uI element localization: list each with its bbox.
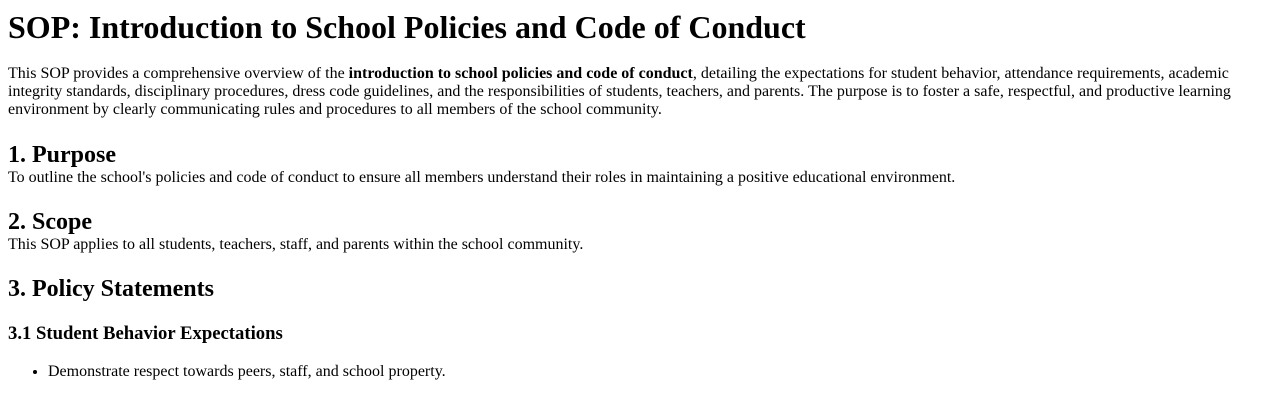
- student-behavior-list: [8, 363, 1255, 381]
- section-heading-scope: 2. Scope: [8, 209, 92, 235]
- intro-text-end: , detailing the expectations for student behavior, attendance requirements, academic integrity standards, disciplinary procedures, dress code guidelines, and the responsibilities of students, teachers, and parents. The purpose is to foster a safe, respectful, and productive learning environment by clearly communicating rules and procedures to all members of the school community.: [8, 65, 1231, 118]
- intro-text-start: This SOP provides a comprehensive overview of the: [8, 65, 349, 82]
- subsection-heading-student-behavior: 3.1 Student Behavior Expectations: [8, 323, 283, 344]
- list-item: • Demonstrate respect towards peers, staff, and school property.: [48, 363, 1255, 381]
- section-heading-policy-statements: 3. Policy Statements: [8, 276, 214, 302]
- section-text-purpose: To outline the school's policies and code of conduct to ensure all members understand their roles in maintaining a positive educational environment.: [8, 169, 956, 186]
- page-title: SOP: Introduction to School Policies and Code of Conduct: [8, 9, 806, 45]
- intro-paragraph: [8, 65, 1248, 119]
- section-heading-purpose: 1. Purpose: [8, 142, 116, 168]
- section-text-scope: This SOP applies to all students, teachers, staff, and parents within the school community.: [8, 236, 584, 253]
- intro-bold-phrase: introduction to school policies and code of conduct: [348, 65, 693, 82]
